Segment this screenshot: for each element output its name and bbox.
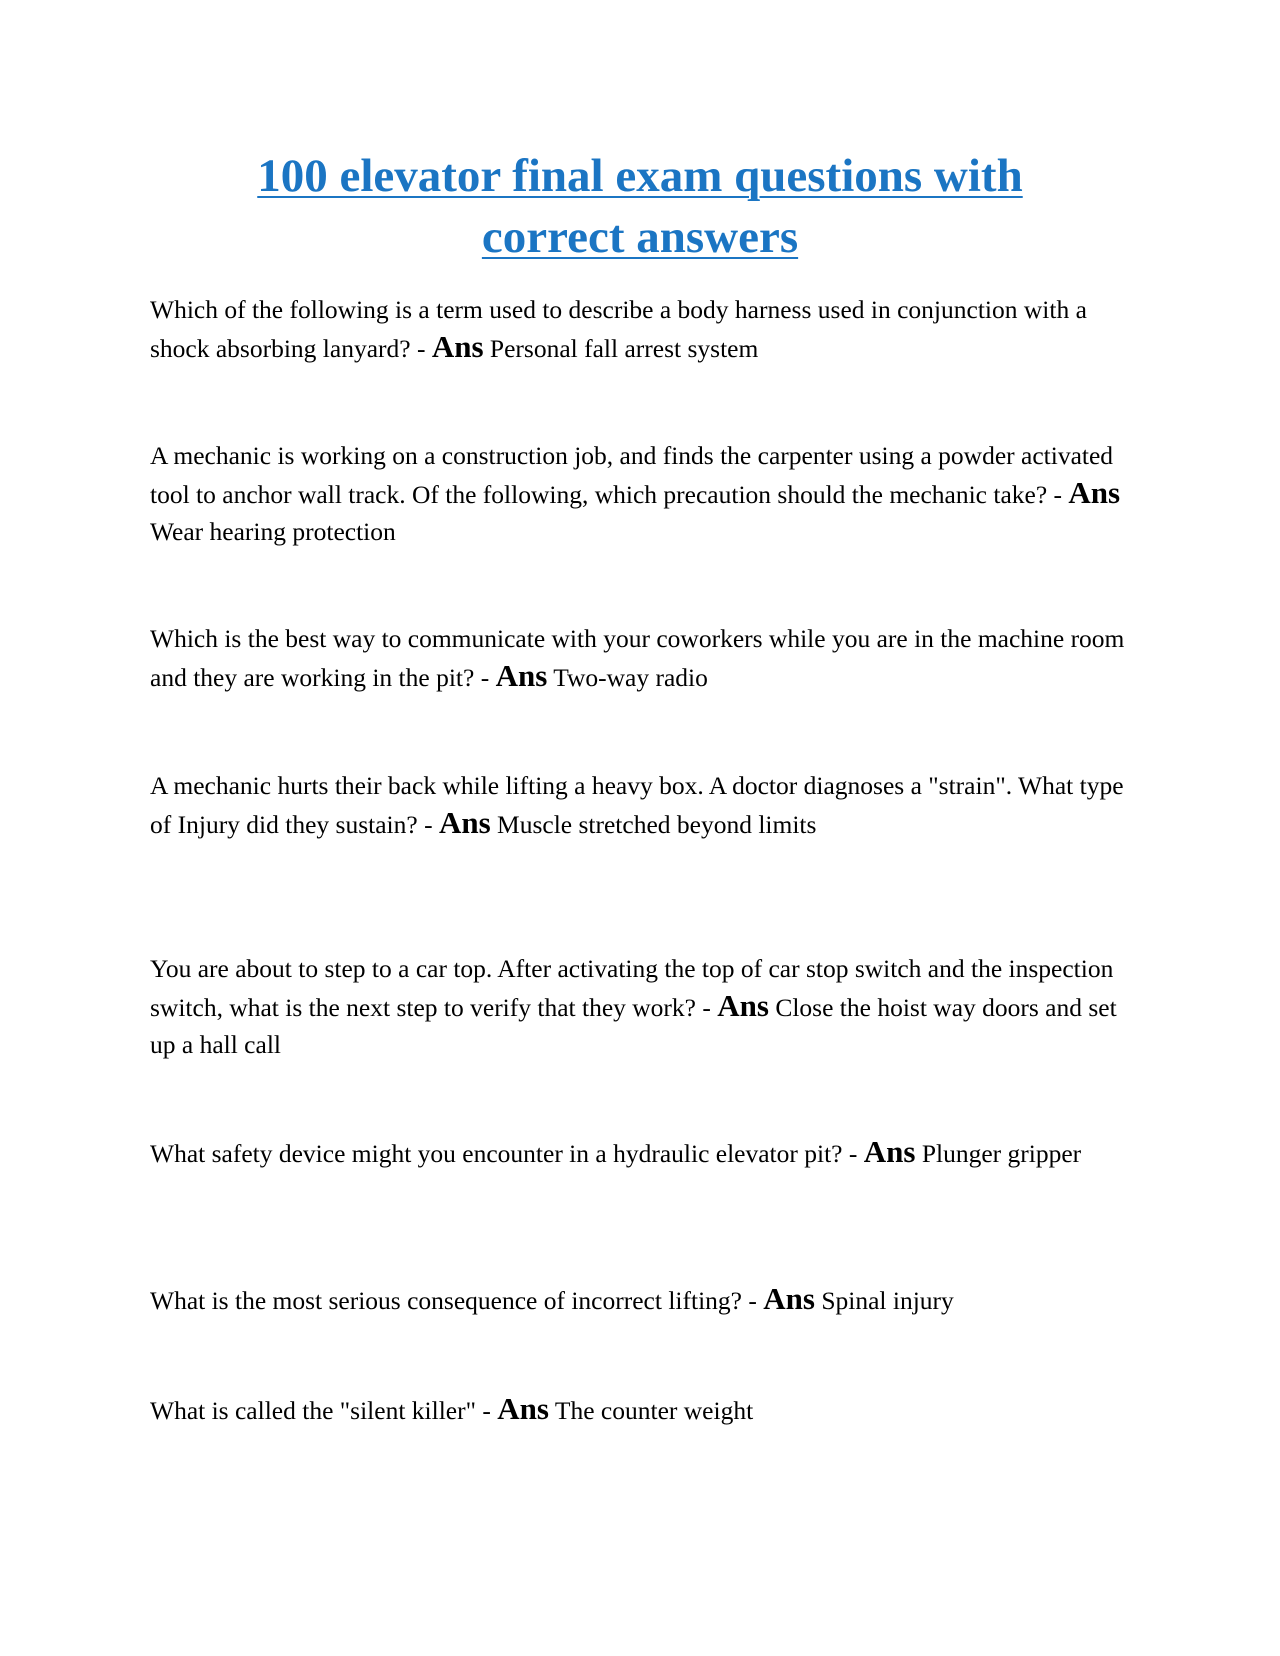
answer-text: Plunger gripper — [921, 1139, 1082, 1168]
answer-label: Ans — [495, 658, 548, 693]
question-text: What is called the "silent killer" - — [150, 1396, 491, 1425]
answer-label: Ans — [438, 805, 491, 840]
answer-text: Two-way radio — [553, 663, 708, 692]
question-text: A mechanic hurts their back while lifting a heavy box. A doctor diagnoses a "strain". What type of Injury did they sustain? - — [150, 771, 1124, 839]
answer-text: Muscle stretched beyond limits — [497, 810, 817, 839]
qa-item — [150, 437, 1140, 550]
question-text: What is the most serious consequence of incorrect lifting? - — [150, 1286, 757, 1315]
answer-text: The counter weight — [554, 1396, 754, 1425]
question-text: You are about to step to a car top. After activating the top of car stop switch and the inspection switch, what is the next step to verify that they work? - — [150, 954, 1114, 1022]
question-text: Which is the best way to communicate with your coworkers while you are in the machine room and they are working in the pit? - — [150, 624, 1125, 692]
answer-label: Ans — [431, 329, 484, 364]
answer-label: Ans — [1068, 475, 1121, 510]
question-text: What safety device might you encounter in a hydraulic elevator pit? - — [150, 1139, 858, 1168]
qa-item — [150, 767, 1140, 843]
answer-label: Ans — [497, 1391, 549, 1426]
answer-text: Close the hoist way doors and set up a hall call — [150, 993, 1117, 1059]
question-text: Which of the following is a term used to describe a body harness used in conjunction with a shock absorbing lanyard? - — [150, 295, 1087, 363]
answer-label: Ans — [717, 988, 769, 1023]
qa-item — [150, 1280, 1140, 1319]
answer-text: Personal fall arrest system — [489, 334, 759, 363]
answer-text: Spinal injury — [821, 1286, 954, 1315]
qa-item — [150, 1390, 1140, 1429]
answer-label: Ans — [763, 1281, 815, 1316]
qa-item — [150, 1133, 1140, 1172]
qa-item — [150, 620, 1140, 696]
answer-text: Wear hearing protection — [150, 517, 396, 546]
question-text: A mechanic is working on a construction job, and finds the carpenter using a powder activated tool to anchor wall track. Of the following, which precaution should the mechanic take? - — [150, 441, 1114, 509]
answer-label: Ans — [863, 1134, 916, 1169]
qa-item — [150, 950, 1140, 1063]
document-title: 100 elevator final exam questions with correct answers — [257, 150, 1023, 263]
qa-item — [150, 291, 1140, 367]
